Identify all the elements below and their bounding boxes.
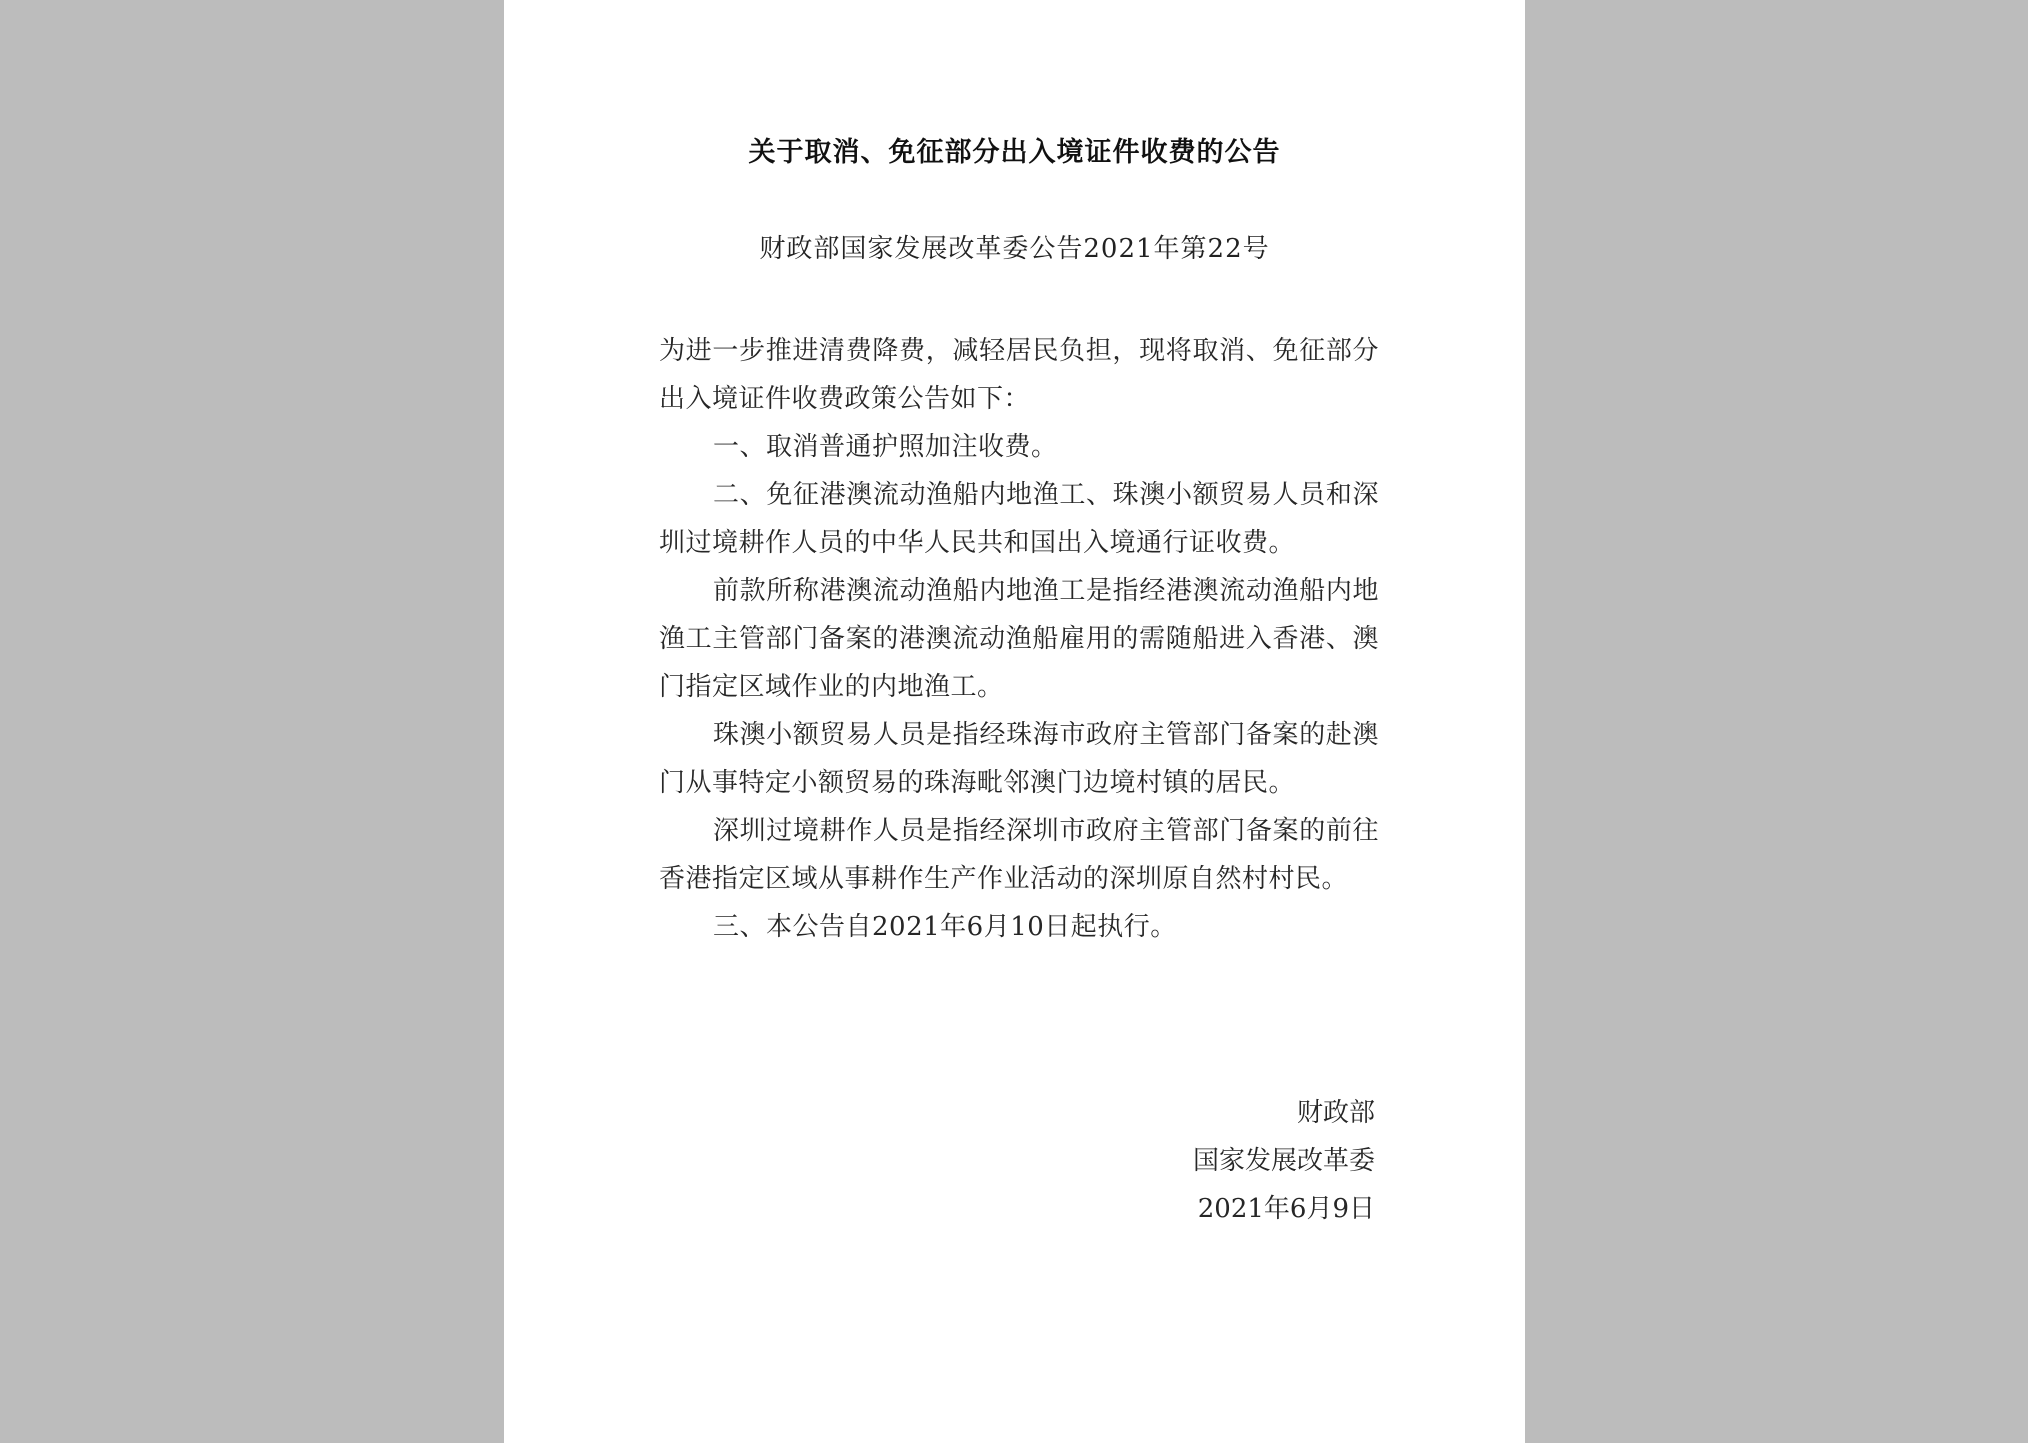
- item-three-paragraph: 三、本公告自2021年6月10日起执行。: [713, 912, 1177, 942]
- signature-org-ministry-of-finance: 财政部: [1296, 1098, 1375, 1128]
- signature-date: 2021年6月9日: [1197, 1194, 1375, 1224]
- document-title: 关于取消、免征部分出入境证件收费的公告: [748, 137, 1281, 168]
- item-two-paragraph: 二、免征港澳流动渔船内地渔工、珠澳小额贸易人员和深圳过境耕作人员的中华人民共和国出入境通行证收费。: [659, 480, 1379, 558]
- farming-personnel-definition: 深圳过境耕作人员是指经深圳市政府主管部门备案的前往香港指定区域从事耕作生产作业活动的深圳原自然村村民。: [659, 816, 1379, 894]
- fishing-workers-definition: 前款所称港澳流动渔船内地渔工是指经港澳流动渔船内地渔工主管部门备案的港澳流动渔船雇用的需随船进入香港、澳门指定区域作业的内地渔工。: [659, 576, 1379, 702]
- signature-block: [975, 1089, 1375, 1233]
- document-page: [504, 0, 1525, 1443]
- document-number: 财政部国家发展改革委公告2021年第22号: [759, 234, 1270, 264]
- document-body: [659, 327, 1379, 951]
- intro-paragraph: 为进一步推进清费降费，减轻居民负担，现将取消、免征部分出入境证件收费政策公告如下：: [659, 336, 1379, 414]
- trade-personnel-definition: 珠澳小额贸易人员是指经珠海市政府主管部门备案的赴澳门从事特定小额贸易的珠海毗邻澳门边境村镇的居民。: [659, 720, 1379, 798]
- signature-org-ndrc: 国家发展改革委: [1192, 1146, 1375, 1176]
- item-one-paragraph: 一、取消普通护照加注收费。: [713, 432, 1058, 462]
